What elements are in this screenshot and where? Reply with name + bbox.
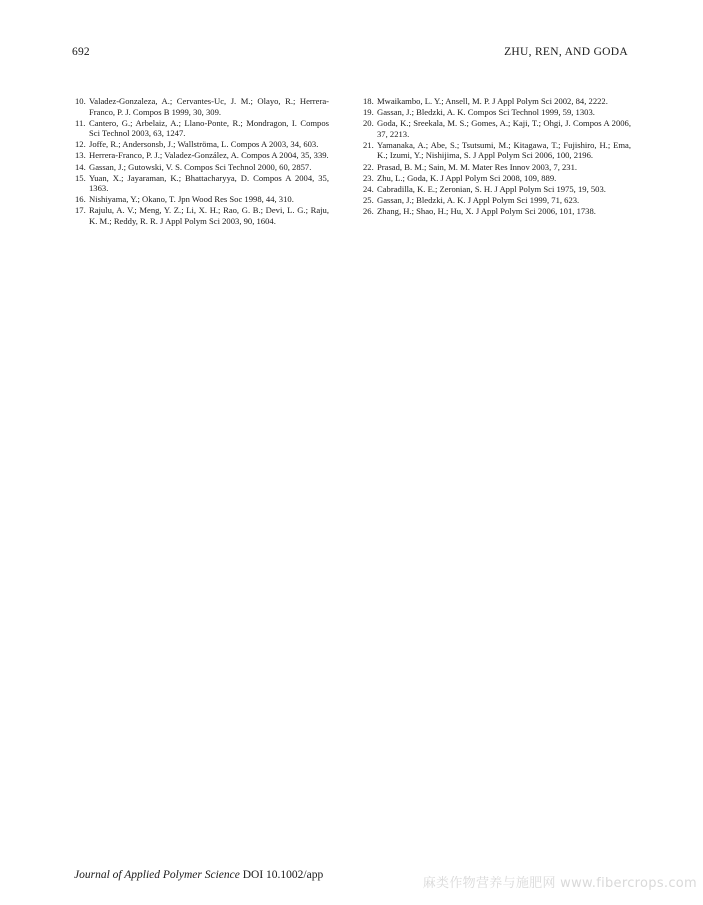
reference-number: 19. bbox=[363, 107, 374, 118]
reference-number: 15. bbox=[75, 172, 86, 183]
reference-text: Gassan, J.; Bledzki, A. K. Compos Sci Technol 1999, 59, 1303. bbox=[377, 107, 595, 118]
reference-item bbox=[75, 194, 329, 205]
reference-item bbox=[75, 173, 329, 194]
reference-item bbox=[363, 184, 631, 195]
reference-number: 14. bbox=[75, 161, 86, 172]
reference-number: 13. bbox=[75, 150, 86, 161]
journal-name: Journal of Applied Polymer Science bbox=[74, 869, 240, 881]
reference-item bbox=[363, 195, 631, 206]
reference-number: 21. bbox=[363, 139, 374, 150]
reference-item bbox=[363, 107, 631, 118]
reference-item bbox=[363, 96, 631, 107]
watermark: 麻类作物营养与施肥网 www.fibercrops.com bbox=[422, 876, 697, 891]
reference-item bbox=[75, 205, 329, 226]
reference-text: Yuan, X.; Jayaraman, K.; Bhattacharyya, D. Compos A 2004, 35, 1363. bbox=[89, 172, 329, 194]
reference-number: 26. bbox=[363, 205, 374, 216]
reference-number: 22. bbox=[363, 161, 374, 172]
reference-item bbox=[75, 139, 329, 150]
reference-text: Herrera-Franco, P. J.; Valadez-González, A. Compos A 2004, 35, 339. bbox=[89, 150, 329, 161]
reference-text: Zhu, L.; Goda, K. J Appl Polym Sci 2008, 109, 889. bbox=[377, 172, 557, 183]
reference-text: Zhang, H.; Shao, H.; Hu, X. J Appl Polym Sci 2006, 101, 1738. bbox=[377, 205, 596, 216]
reference-number: 12. bbox=[75, 139, 86, 150]
references-right-column bbox=[363, 96, 631, 217]
running-head: ZHU, REN, AND GODA bbox=[504, 46, 628, 58]
reference-number: 24. bbox=[363, 183, 374, 194]
reference-item bbox=[363, 173, 631, 184]
reference-text: Rajulu, A. V.; Meng, Y. Z.; Li, X. H.; Rao, G. B.; Devi, L. G.; Raju, K. M.; Reddy, R. R. J Appl Polym Sci 2003, 90, 1604. bbox=[89, 205, 329, 227]
references-left-column bbox=[75, 96, 329, 227]
reference-item bbox=[75, 118, 329, 139]
reference-number: 18. bbox=[363, 96, 374, 106]
reference-text: Goda, K.; Sreekala, M. S.; Gomes, A.; Kaji, T.; Ohgi, J. Compos A 2006, 37, 2213. bbox=[377, 118, 631, 139]
reference-number: 17. bbox=[75, 205, 86, 216]
reference-text: Valadez-Gonzaleza, A.; Cervantes-Uc, J. M.; Olayo, R.; Herrera-Franco, P. J. Compos B 1999, 30, 309. bbox=[89, 96, 329, 117]
reference-text: Gassan, J.; Gutowski, V. S. Compos Sci Technol 2000, 60, 2857. bbox=[89, 161, 312, 172]
reference-number: 11. bbox=[75, 117, 86, 128]
reference-text: Yamanaka, A.; Abe, S.; Tsutsumi, M.; Kitagawa, T.; Fujishiro, H.; Ema, K.; Izumi, Y.; Nishijima, S. J Appl Polym Sci 2006, 100, 2196. bbox=[377, 139, 631, 161]
reference-text: Prasad, B. M.; Sain, M. M. Mater Res Innov 2003, 7, 231. bbox=[377, 161, 578, 172]
reference-text: Joffe, R.; Andersonsb, J.; Wallströma, L. Compos A 2003, 34, 603. bbox=[89, 139, 319, 150]
reference-text: Gassan, J.; Bledzki, A. K. J Appl Polym Sci 1999, 71, 623. bbox=[377, 194, 580, 205]
reference-item bbox=[363, 118, 631, 139]
reference-item bbox=[75, 150, 329, 161]
reference-number: 23. bbox=[363, 172, 374, 183]
reference-number: 25. bbox=[363, 194, 374, 205]
reference-text: Nishiyama, Y.; Okano, T. Jpn Wood Res Soc 1998, 44, 310. bbox=[89, 194, 294, 205]
reference-number: 16. bbox=[75, 194, 86, 205]
reference-item bbox=[75, 96, 329, 117]
reference-item bbox=[75, 162, 329, 173]
page-footer bbox=[74, 869, 323, 881]
reference-text: Cabradilla, K. E.; Zeronian, S. H. J Appl Polym Sci 1975, 19, 503. bbox=[377, 183, 606, 194]
page-number: 692 bbox=[72, 46, 90, 58]
reference-text: Cantero, G.; Arbelaiz, A.; Llano-Ponte, R.; Mondragon, I. Compos Sci Technol 2003, 63, 1247. bbox=[89, 117, 329, 139]
reference-number: 10. bbox=[75, 96, 86, 106]
reference-number: 20. bbox=[363, 118, 374, 129]
reference-text: Mwaikambo, L. Y.; Ansell, M. P. J Appl Polym Sci 2002, 84, 2222. bbox=[377, 96, 608, 106]
reference-item bbox=[363, 206, 631, 217]
reference-item bbox=[363, 162, 631, 173]
reference-item bbox=[363, 140, 631, 161]
doi: DOI 10.1002/app bbox=[242, 869, 324, 881]
